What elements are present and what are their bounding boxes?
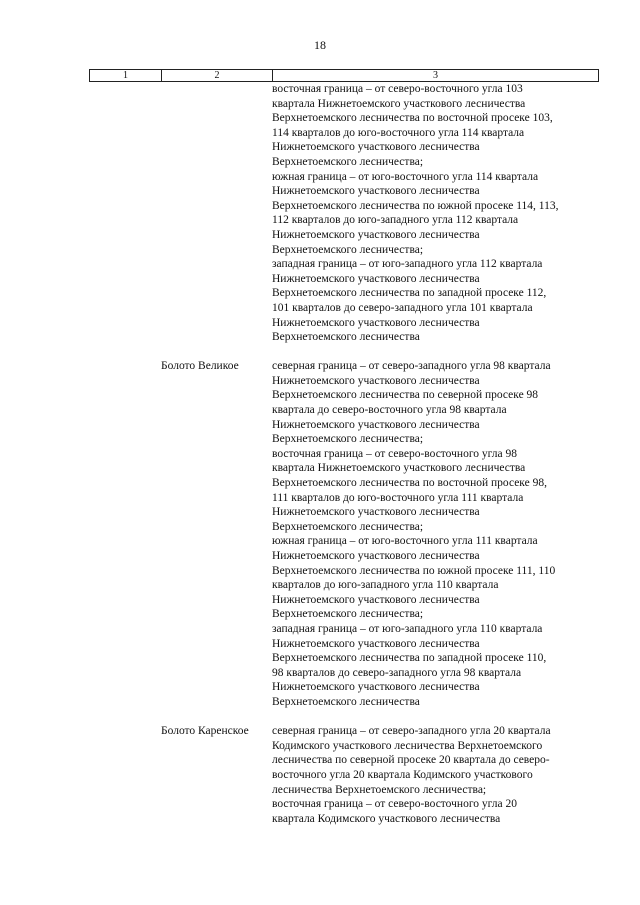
section-boloto-karenskoe bbox=[89, 724, 598, 826]
description-line: Верхнетоемского лесничества; bbox=[272, 520, 424, 533]
description-line: Нижнетоемского участкового лесничества bbox=[272, 593, 480, 606]
description-line: Нижнетоемского участкового лесничества bbox=[272, 506, 480, 519]
description-line: Нижнетоемского участкового лесничества bbox=[272, 681, 480, 694]
description-line: северная граница – от северо-западного угла 98 квартала bbox=[272, 360, 551, 373]
description-line: Верхнетоемского лесничества; bbox=[272, 155, 424, 168]
description-line: Нижнетоемского участкового лесничества bbox=[272, 185, 480, 198]
description-line: Нижнетоемского участкового лесничества bbox=[272, 316, 480, 329]
description-line: западная граница – от юго-западного угла 110 квартала bbox=[272, 622, 543, 635]
description-line: Верхнетоемского лесничества по восточной просеке 103, bbox=[272, 112, 553, 125]
description-line: восточная граница – от северо-восточного угла 103 bbox=[272, 83, 523, 95]
description-line: западная граница – от юго-западного угла 112 квартала bbox=[272, 258, 543, 271]
description-line: кварталов до юго-западного угла 110 квартала bbox=[272, 579, 499, 592]
description-line: Кодимского участкового лесничества Верхнетоемского bbox=[272, 739, 543, 752]
description-line: Нижнетоемского участкового лесничества bbox=[272, 374, 480, 387]
section-description bbox=[272, 359, 598, 709]
description-line: Нижнетоемского участкового лесничества bbox=[272, 141, 480, 154]
description-line: Верхнетоемского лесничества bbox=[272, 331, 420, 344]
page-number: 18 bbox=[314, 38, 326, 52]
description-line: Верхнетоемского лесничества по южной просеке 114, 113, bbox=[272, 199, 559, 212]
description-line: южная граница – от юго-восточного угла 114 квартала bbox=[272, 170, 539, 183]
description-line: Нижнетоемского участкового лесничества bbox=[272, 272, 480, 285]
column-3-header: 3 bbox=[273, 70, 599, 82]
description-line: квартала Нижнетоемского участкового лесничества bbox=[272, 97, 526, 110]
description-line: квартала до северо-восточного угла 98 квартала bbox=[272, 404, 507, 417]
description-line: Нижнетоемского участкового лесничества bbox=[272, 637, 480, 650]
description-line: восточная граница – от северо-восточного угла 98 bbox=[272, 447, 517, 460]
description-line: Верхнетоемского лесничества по северной просеке 98 bbox=[272, 389, 539, 402]
section-name: Болото Каренское bbox=[161, 725, 249, 738]
description-line: Верхнетоемского лесничества; bbox=[272, 608, 424, 621]
description-line: Нижнетоемского участкового лесничества bbox=[272, 418, 480, 431]
section-continuation bbox=[89, 82, 598, 345]
description-line: Нижнетоемского участкового лесничества bbox=[272, 228, 480, 241]
section-gap bbox=[89, 710, 598, 725]
description-line: Верхнетоемского лесничества по западной просеке 110, bbox=[272, 652, 547, 665]
column-1-header: 1 bbox=[90, 70, 162, 82]
description-line: лесничества Верхнетоемского лесничества; bbox=[272, 783, 487, 796]
description-line: Нижнетоемского участкового лесничества bbox=[272, 550, 480, 562]
section-description bbox=[272, 82, 598, 345]
description-line: южная граница – от юго-восточного угла 111 квартала bbox=[272, 535, 538, 548]
section-name: Болото Великое bbox=[161, 360, 239, 373]
description-line: северная граница – от северо-западного угла 20 квартала bbox=[272, 725, 551, 738]
description-line: Верхнетоемского лесничества bbox=[272, 695, 420, 708]
table-body bbox=[89, 82, 598, 826]
column-2-header: 2 bbox=[162, 70, 273, 82]
section-gap bbox=[89, 345, 598, 360]
description-line: 101 кварталов до северо-западного угла 101 квартала bbox=[272, 301, 533, 314]
description-line: Верхнетоемского лесничества; bbox=[272, 433, 424, 446]
description-line: 111 кварталов до юго-восточного угла 111 квартала bbox=[272, 491, 524, 504]
description-line: Верхнетоемского лесничества по южной просеке 111, 110 bbox=[272, 564, 556, 577]
table-header bbox=[89, 69, 599, 82]
description-line: Верхнетоемского лесничества по западной просеке 112, bbox=[272, 287, 547, 300]
description-line: лесничества по северной просеке 20 квартала до северо- bbox=[272, 754, 550, 767]
description-line: восточная граница – от северо-восточного угла 20 bbox=[272, 798, 517, 811]
description-line: 98 кварталов до северо-западного угла 98 квартала bbox=[272, 666, 522, 679]
description-line: квартала Нижнетоемского участкового лесничества bbox=[272, 462, 526, 475]
section-description bbox=[272, 724, 598, 826]
description-line: 114 кварталов до юго-восточного угла 114 квартала bbox=[272, 126, 525, 139]
description-line: 112 кварталов до юго-западного угла 112 квартала bbox=[272, 214, 519, 227]
description-line: восточного угла 20 квартала Кодимского участкового bbox=[272, 768, 533, 781]
description-line: Верхнетоемского лесничества по восточной просеке 98, bbox=[272, 477, 547, 490]
section-boloto-velikoe bbox=[89, 359, 598, 709]
description-line: Верхнетоемского лесничества; bbox=[272, 243, 424, 256]
description-line: квартала Кодимского участкового лесничества bbox=[272, 812, 501, 825]
